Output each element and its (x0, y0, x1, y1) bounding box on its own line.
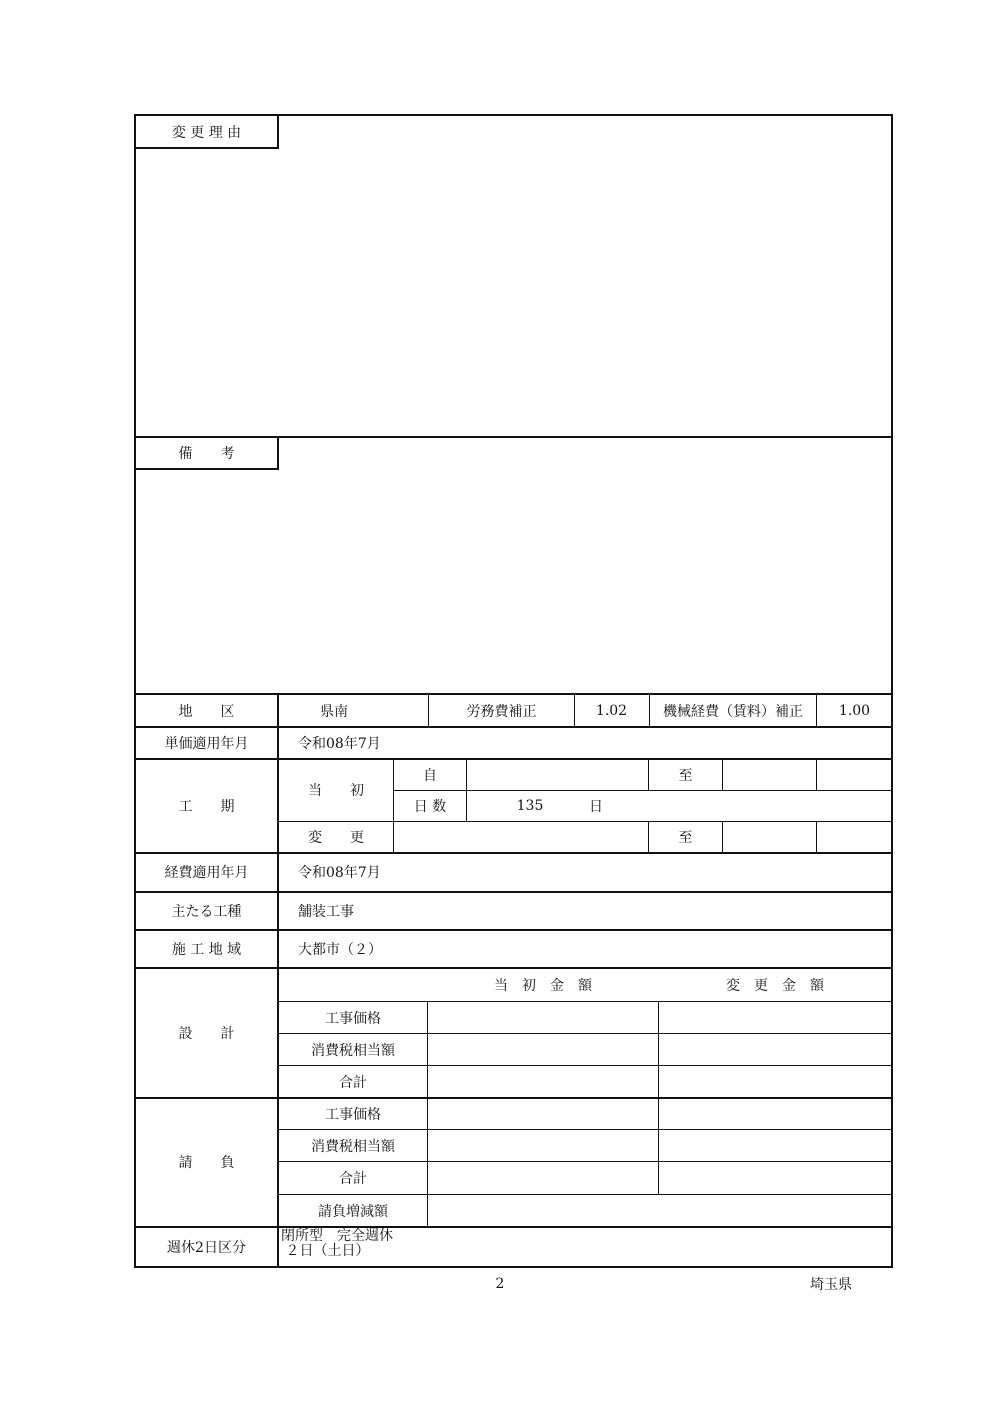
ukeoi-row-henkou (659, 1098, 891, 1129)
ukeoi-row-tousho (428, 1098, 658, 1129)
kouki-ji-value (467, 759, 648, 790)
sekkei-row-tousho (428, 1002, 658, 1033)
ukeoi-row-label: 合計 (339, 1171, 367, 1187)
chiku-value: 県南 (320, 703, 348, 720)
ukeoi-row-label: 工事価格 (325, 1106, 381, 1123)
koushu-label: 主たる工種 (171, 903, 242, 920)
page-number: 2 (495, 1276, 505, 1292)
prefecture-name: 埼玉県 (810, 1277, 852, 1293)
sekkei-row-henkou (659, 1034, 891, 1065)
kouki-henkou-itaru-label: 至 (678, 830, 693, 846)
tousho-kingaku-header: 当 初 金 額 (494, 977, 592, 994)
keihi-value: 令和08年7月 (298, 865, 381, 881)
ukeoi-row-henkou (659, 1130, 891, 1161)
shuukyu-label: 週休2日区分 (167, 1240, 246, 1256)
ukeoi-row-tousho (428, 1130, 658, 1161)
kikai-value: 1.00 (838, 702, 871, 719)
ukeoi-row-henkou (659, 1162, 891, 1194)
ukeoi-row-label: 消費税相当額 (311, 1138, 395, 1155)
kouki-itaru-label: 至 (678, 767, 693, 784)
sekkei-row-label: 工事価格 (325, 1010, 381, 1027)
roumuhi-label: 労務費補正 (466, 703, 537, 720)
keihi-label: 経費適用年月 (164, 865, 249, 881)
chiiki-label: 施 工 地 域 (171, 941, 242, 958)
sekkei-row-label: 合計 (339, 1074, 367, 1091)
ukeoi-zougen-label: 請負増減額 (318, 1203, 388, 1220)
shuukyu-value: 閉所型 完全週休 ２日（土日） (281, 1228, 393, 1259)
sekkei-row-henkou (659, 1066, 891, 1097)
cell-line (393, 790, 893, 791)
ukeoi-row-tousho (428, 1162, 658, 1194)
kikai-label: 機械経費（賃料）補正 (663, 703, 803, 720)
ukeoi-label: 請 負 (178, 1155, 235, 1171)
sekkei-row-label: 消費税相当額 (311, 1042, 395, 1059)
henkou-kingaku-header: 変 更 金 額 (726, 977, 824, 994)
tanka-value: 令和08年7月 (298, 735, 381, 752)
tanka-label: 単価適用年月 (164, 735, 249, 752)
bikou-text (145, 480, 875, 680)
kouki-nissu-value: 135 (516, 798, 544, 814)
cell-line (816, 822, 817, 852)
kouki-tousho-label: 当 初 (308, 783, 364, 799)
kouki-label: 工 期 (178, 798, 235, 815)
kouki-henkou-label: 変 更 (308, 830, 364, 846)
sekkei-row-henkou (659, 1002, 891, 1033)
henkou-riyuu-label: 変 更 理 由 (134, 114, 279, 149)
bikou-label: 備 考 (134, 436, 279, 470)
kouki-ji-label: 自 (423, 767, 437, 784)
roumuhi-value: 1.02 (595, 702, 628, 719)
chiku-label: 地 区 (178, 703, 235, 720)
kouki-itaru-value (723, 759, 816, 790)
kouki-henkou-value (394, 822, 648, 852)
koushu-value: 舗装工事 (298, 903, 354, 920)
henkou-riyuu-text (145, 160, 875, 420)
kouki-nichi-unit: 日 (589, 799, 603, 815)
sekkei-row-tousho (428, 1066, 658, 1097)
kouki-nissu-label: 日 数 (413, 799, 447, 815)
ukeoi-zougen-value (428, 1195, 891, 1226)
chiiki-value: 大都市（２） (298, 941, 382, 958)
kouki-henkou-itaru-value (723, 822, 816, 852)
cell-line (816, 759, 817, 790)
sekkei-label: 設 計 (178, 1025, 235, 1042)
sekkei-row-tousho (428, 1034, 658, 1065)
